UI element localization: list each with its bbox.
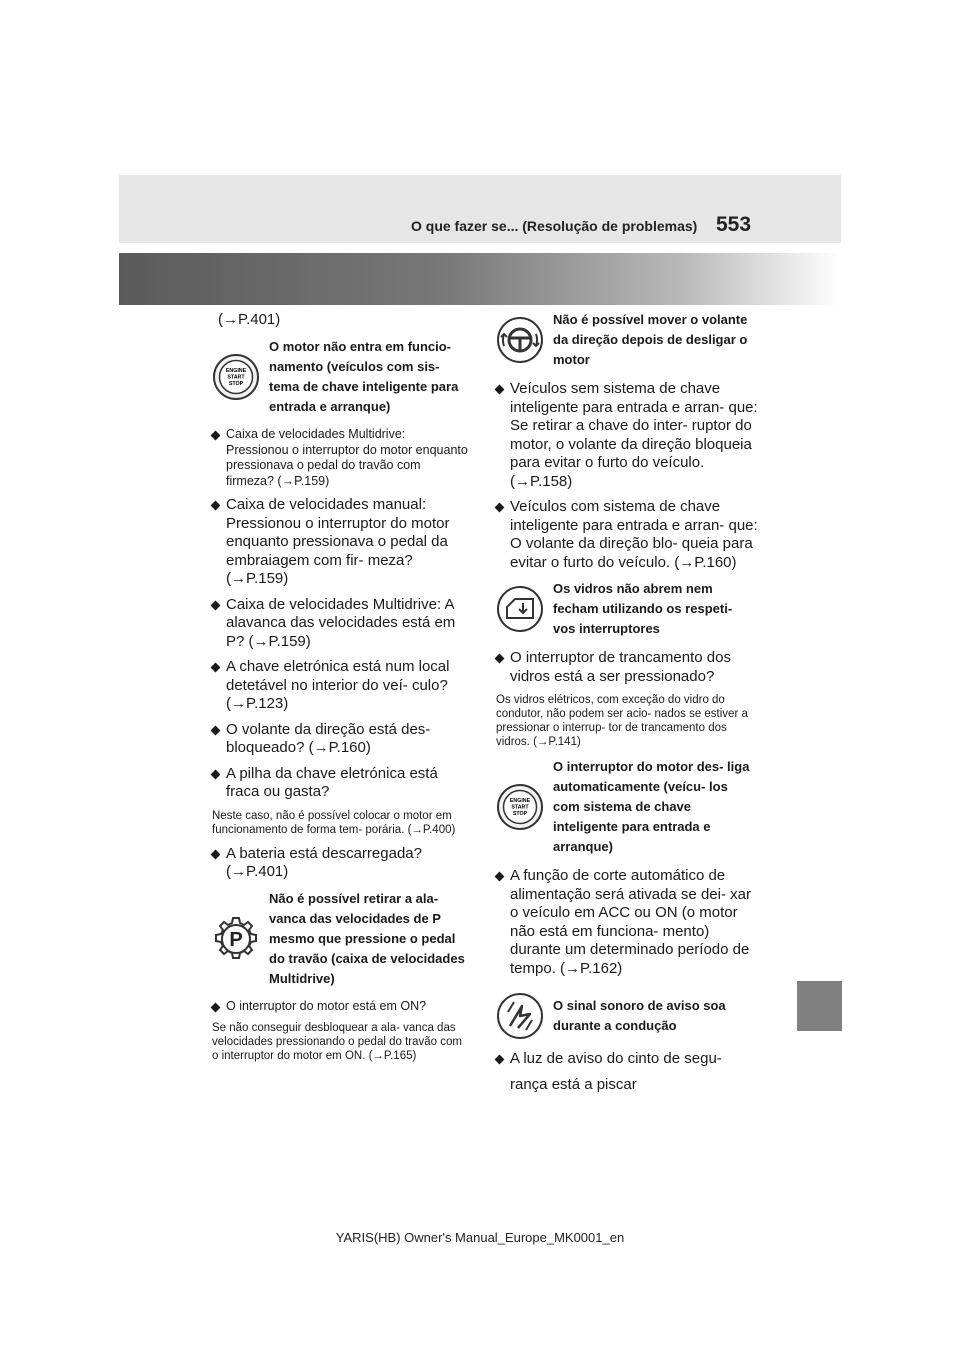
section-heading	[212, 337, 470, 417]
heading-shift-lever: Não é possível retirar a ala- vanca das velocidades de P mesmo que pressione o pedal do travão (caixa de velocidades Multidrive)	[269, 890, 465, 986]
bullet-icon	[495, 654, 505, 664]
heading-windows: Os vidros não abrem nem fecham utilizando os respeti- vos interruptores	[553, 581, 733, 636]
gear-p-icon	[212, 915, 260, 963]
chapter-side-tab	[797, 981, 842, 1031]
heading-auto-power-off: O interruptor do motor des- liga automaticamente (veícu- los com sistema de chave inteligente para entrada e arranque)	[553, 759, 750, 854]
svg-text:STOP: STOP	[512, 811, 528, 817]
section-heading	[496, 579, 758, 639]
section-title: O que fazer se... (Resolução de problemas)	[411, 218, 698, 234]
svg-text:STOP: STOP	[228, 381, 244, 387]
page-number: 553	[716, 213, 752, 236]
bullet-icon	[495, 385, 505, 395]
bullet-icon	[211, 663, 221, 673]
engine-start-stop-icon	[496, 783, 544, 831]
list-item: A função de corte automático de alimentação será ativada se dei- xar o veículo em ACC ou ON (o motor não está em funciona- mento) durante um determinado período de tempo. (→P.162)	[496, 867, 758, 978]
list-item: Caixa de velocidades Multidrive: A alavanca das velocidades está em P? (→P.159)	[212, 596, 470, 652]
heading-engine-not-start: O motor não entra em funcio- namento (veículos com sis- tema de chave inteligente para entrada e arranque)	[269, 339, 459, 414]
list-item: Veículos sem sistema de chave inteligente para entrada e arran- que: Se retirar a chave do inter- ruptor do motor, o volante da direção bloqueia para evitar o furto do veículo. (→P.158)	[496, 380, 758, 491]
bullet-icon	[211, 849, 221, 859]
bullet-icon	[211, 769, 221, 779]
svg-text:ENGINE: ENGINE	[225, 368, 247, 374]
heading-buzzer: O sinal sonoro de aviso soa durante a condução	[553, 998, 726, 1033]
bullet-icon	[495, 1055, 505, 1065]
list-item: Caixa de velocidades Multidrive: Pressionou o interruptor do motor enquanto pressionava o pedal do travão com firmeza? (→P.159)	[212, 427, 470, 489]
left-column	[212, 310, 470, 1071]
list-item: Caixa de velocidades manual: Pressionou o interruptor do motor enquanto pressionava o pedal da embraiagem com fir- meza? (→P.159)	[212, 496, 470, 589]
footer-text: YARIS(HB) Owner's Manual_Europe_MK0001_en	[335, 1230, 625, 1245]
bullet-icon	[211, 501, 221, 511]
page-reference: (→P.401)	[218, 311, 281, 328]
bullet-icon	[495, 503, 505, 513]
note-text: Os vidros elétricos, com exceção do vidro do condutor, não podem ser acio- nados se estiver a pressionar o interrup- tor de trancamento dos vidros. (→P.141)	[496, 694, 748, 748]
list-item-continuation: rança está a piscar	[510, 1075, 637, 1093]
bullet-icon	[211, 431, 221, 441]
bullet-icon	[211, 725, 221, 735]
list-item: A pilha da chave eletrónica está fraca ou gasta?	[212, 765, 470, 802]
section-heading	[496, 992, 758, 1040]
power-window-icon	[496, 585, 544, 633]
section-heading	[212, 889, 470, 989]
list-item: A chave eletrónica está num local detetável no interior do veí- culo? (→P.123)	[212, 658, 470, 714]
svg-text:START: START	[511, 804, 529, 811]
section-gradient-bar	[119, 253, 841, 305]
warning-buzzer-icon	[496, 992, 544, 1040]
list-item: O interruptor de trancamento dos vidros está a ser pressionado?	[496, 649, 758, 686]
bullet-icon	[211, 1002, 221, 1012]
list-item: O volante da direção está des- bloqueado? (→P.160)	[212, 721, 470, 758]
right-column	[496, 310, 758, 1094]
svg-text:START: START	[227, 374, 245, 381]
svg-text:ENGINE: ENGINE	[509, 798, 531, 804]
note-text: Se não conseguir desbloquear a ala- vanca das velocidades pressionando o pedal do travão com o interruptor do motor em ON. (→P.165)	[212, 1022, 462, 1062]
list-item: A luz de aviso do cinto de segu-	[496, 1050, 758, 1069]
section-heading	[496, 757, 758, 857]
steering-wheel-lock-icon	[496, 316, 544, 364]
heading-steering-locked: Não é possível mover o volante da direção depois de desligar o motor	[553, 312, 748, 367]
engine-start-stop-icon	[212, 353, 260, 401]
bullet-icon	[495, 872, 505, 882]
bullet-icon	[211, 600, 221, 610]
svg-text:P: P	[229, 928, 243, 951]
note-text: Neste caso, não é possível colocar o motor em funcionamento de forma tem- porária. (→P.400)	[212, 809, 456, 836]
list-item: Veículos com sistema de chave inteligente para entrada e arran- que: O volante da direção blo- queia para evitar o furto do veículo. (→P.160)	[496, 498, 758, 572]
list-item: A bateria está descarregada? (→P.401)	[212, 845, 470, 882]
list-item: O interruptor do motor está em ON?	[212, 999, 470, 1015]
section-heading	[496, 310, 758, 370]
